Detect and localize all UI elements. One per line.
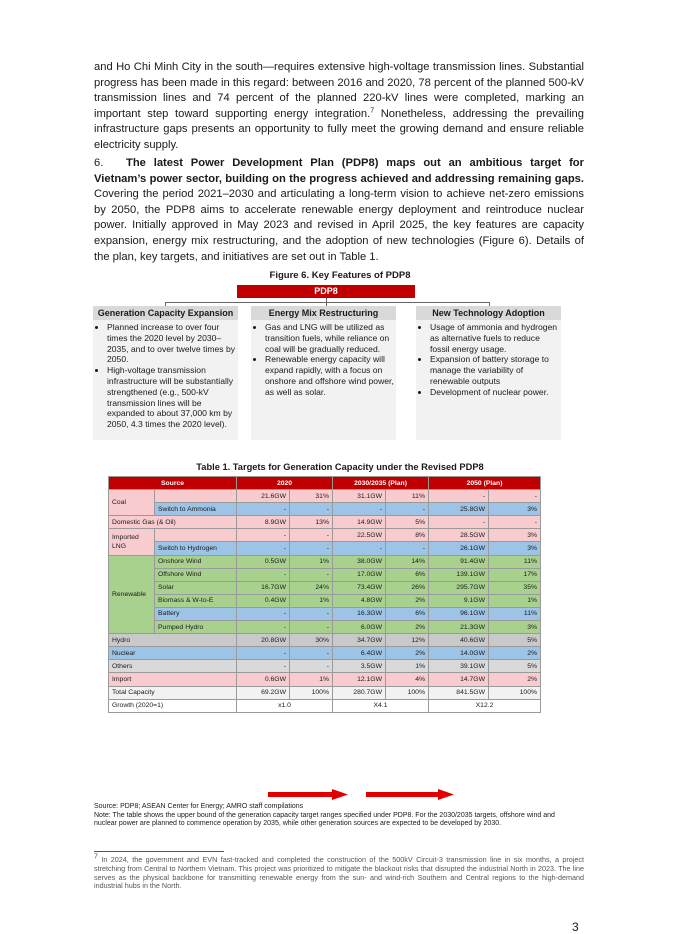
cell: 38.0GW	[333, 555, 386, 568]
cell: 14.0GW	[429, 647, 489, 660]
footnote-ref-7[interactable]: 7	[370, 107, 375, 115]
p1-tail: Nonetheless, addressing the prevailing infrastructure gaps presents an opportunity to fully meet the growing demand and ensure reliable electricity supply.	[94, 107, 584, 151]
cell: 2%	[386, 621, 429, 634]
column-heading: Generation Capacity Expansion	[93, 306, 238, 320]
cell: 14.9GW	[333, 516, 386, 529]
cell: 21.6GW	[237, 490, 290, 503]
figure-root-box: PDP8	[237, 285, 415, 298]
p2-bold-lead: The latest Power Development Plan (PDP8) maps out an ambitious target for Vietnam’s power sector, building on the progress achieved and addressing remaining gaps.	[94, 157, 584, 185]
cell: 16.7GW	[237, 581, 290, 594]
group-label: Coal	[109, 490, 155, 516]
bullet-item: • Usage of ammonia and hydrogen as alternative fuels to reduce fossil energy usage.	[430, 322, 561, 354]
cell: 1%	[290, 673, 333, 686]
growth-arrow-icon	[366, 789, 454, 800]
figure-column-capacity	[93, 306, 238, 440]
footnote-divider	[94, 851, 224, 852]
row-label: Biomass & W-to-E	[155, 594, 237, 607]
cell: -	[489, 490, 541, 503]
row-label: Growth (2020=1)	[109, 699, 237, 712]
cell: 0.4GW	[237, 594, 290, 607]
cell: 6%	[386, 568, 429, 581]
cell: -	[237, 529, 290, 542]
cell: 91.4GW	[429, 555, 489, 568]
paragraph-5-continued	[94, 60, 584, 154]
cell: -	[290, 503, 333, 516]
cell: 8%	[386, 529, 429, 542]
bullet-item: • Renewable energy capacity will expand rapidly, with a focus on onshore and offshore wind power, as well as solar.	[265, 354, 396, 397]
cell: -	[386, 542, 429, 555]
header-2050: 2050 (Plan)	[429, 477, 541, 490]
cell: 6.0GW	[333, 621, 386, 634]
cell: -	[290, 607, 333, 620]
cell: -	[290, 621, 333, 634]
cell: 100%	[489, 686, 541, 699]
bullet-item: • Expansion of battery storage to manage the variability of renewable outputs	[430, 354, 561, 386]
cell: -	[237, 660, 290, 673]
figure-title: Figure 6. Key Features of PDP8	[269, 270, 411, 281]
cell: -	[489, 516, 541, 529]
cell: -	[333, 503, 386, 516]
figure-column-technology	[416, 306, 561, 440]
table-row	[109, 647, 541, 660]
table-row-growth	[109, 699, 541, 712]
table-row	[109, 555, 541, 568]
header-2030: 2030/2035 (Plan)	[333, 477, 429, 490]
cell: 73.4GW	[333, 581, 386, 594]
cell: 96.1GW	[429, 607, 489, 620]
page-number: 3	[572, 920, 579, 934]
footnote	[94, 853, 584, 891]
cell: -	[237, 607, 290, 620]
cell: 20.8GW	[237, 634, 290, 647]
row-label: Battery	[155, 607, 237, 620]
table-row-total	[109, 686, 541, 699]
paragraph-number: 6.	[94, 157, 104, 169]
cell: 2%	[489, 673, 541, 686]
row-label: Onshore Wind	[155, 555, 237, 568]
cell: 139.1GW	[429, 568, 489, 581]
p2-text: Covering the period 2021–2030 and articulating a long-term vision to achieve net-zero emissions by 2050, the PDP8 aims to accelerate renewable energy deployment and reintroduce nuclear power. Initially approved in May 2023 and revised in April 2025, the key features are capacity expansion, energy mix restructuring, and the adoption of new technologies (Figure 6). Details of the plan, key targets, and initiatives are set out in Table 1.	[94, 188, 584, 263]
row-label: Nuclear	[109, 647, 237, 660]
cell: 17.0GW	[333, 568, 386, 581]
cell: 69.2GW	[237, 686, 290, 699]
row-label: Switch to Ammonia	[155, 503, 237, 516]
table-row	[109, 529, 541, 542]
cell: 6.4GW	[333, 647, 386, 660]
cell: -	[429, 516, 489, 529]
header-source: Source	[109, 477, 237, 490]
cell: 280.7GW	[333, 686, 386, 699]
bullet-item: • High-voltage transmission infrastructure will be substantially strengthened (e.g., 500-kV transmission lines will be expanded to about 37,000 km by 2050, 4.3 times the 2020 level).	[107, 365, 238, 430]
table-row	[109, 568, 541, 581]
table-header-row	[109, 477, 541, 490]
table-row	[109, 581, 541, 594]
cell: 40.6GW	[429, 634, 489, 647]
cell: 295.7GW	[429, 581, 489, 594]
cell: 1%	[489, 594, 541, 607]
cell: 2%	[386, 647, 429, 660]
cell: 2%	[386, 594, 429, 607]
bullet-item: • Planned increase to over four times the 2020 level by 2030–2035, and to over twelve times by 2050.	[107, 322, 238, 365]
cell: 2%	[489, 647, 541, 660]
row-label: Hydro	[109, 634, 237, 647]
header-2020: 2020	[237, 477, 333, 490]
cell: 35%	[489, 581, 541, 594]
cell: 1%	[386, 660, 429, 673]
cell: 26.1GW	[429, 542, 489, 555]
generation-capacity-table	[108, 476, 541, 713]
cell: 12%	[386, 634, 429, 647]
row-label: Solar	[155, 581, 237, 594]
table-row	[109, 542, 541, 555]
row-label	[155, 529, 237, 542]
cell: 0.6GW	[237, 673, 290, 686]
cell: 16.3GW	[333, 607, 386, 620]
row-label: Import	[109, 673, 237, 686]
bullet-list	[416, 322, 561, 398]
cell: 4%	[386, 673, 429, 686]
cell: 11%	[386, 490, 429, 503]
cell: -	[290, 542, 333, 555]
row-label: Domestic Gas (& Oil)	[109, 516, 237, 529]
table-note: Note: The table shows the upper bound of the generation capacity target ranges specified under PDP8. For the 2030/2035 targets, offshore wind and nuclear power are planned to commence operation by 2035, while other generation sources are expected to be developed by 2030.	[94, 811, 555, 828]
cell: 11%	[489, 555, 541, 568]
table-row	[109, 673, 541, 686]
growth-cell: X12.2	[429, 699, 541, 712]
bullet-list	[251, 322, 396, 398]
cell: 14%	[386, 555, 429, 568]
cell: 100%	[290, 686, 333, 699]
column-heading: Energy Mix Restructuring	[251, 306, 396, 320]
table-row	[109, 594, 541, 607]
p1-text: and Ho Chi Minh City in the south—requires extensive high-voltage transmission lines. Substantial progress has been made in this regard: between 2016 and 2020, 78 percent of the planned 500-kV transmission lines and 74 percent of the planned 220-kV lines were completed, marking an important step toward supporting energy integration.	[94, 61, 584, 120]
cell: -	[429, 490, 489, 503]
footnote-text: In 2024, the government and EVN fast-tracked and completed the construction of the 500kV Circuit-3 transmission line in six months, a project stretching from Central to Northern Vietnam. This project was prioritized to mitigate the blackout risks that disrupted the industrial North in 2023. The line serves as the physical backbone for transmitting renewable energy from the sun- and wind-rich Southern and Central regions to the high-demand industrial hubs in the North.	[94, 855, 584, 891]
growth-arrow-icon	[268, 789, 348, 800]
cell: 9.1GW	[429, 594, 489, 607]
cell: 6%	[386, 607, 429, 620]
figure-column-energy-mix	[251, 306, 396, 440]
cell: -	[237, 568, 290, 581]
cell: -	[290, 660, 333, 673]
cell: 5%	[386, 516, 429, 529]
cell: -	[290, 568, 333, 581]
paragraph-6	[94, 156, 584, 265]
cell: 25.8GW	[429, 503, 489, 516]
cell: 3%	[489, 529, 541, 542]
cell: -	[386, 503, 429, 516]
cell: 11%	[489, 607, 541, 620]
cell: 5%	[489, 634, 541, 647]
table-row	[109, 660, 541, 673]
cell: 26%	[386, 581, 429, 594]
cell: -	[237, 621, 290, 634]
cell: 100%	[386, 686, 429, 699]
group-label: Renewable	[109, 555, 155, 634]
cell: -	[237, 503, 290, 516]
cell: 0.5GW	[237, 555, 290, 568]
table-row	[109, 607, 541, 620]
table-title: Table 1. Targets for Generation Capacity under the Revised PDP8	[196, 462, 484, 472]
table-row	[109, 503, 541, 516]
row-label: Switch to Hydrogen	[155, 542, 237, 555]
cell: 4.8GW	[333, 594, 386, 607]
cell: -	[290, 529, 333, 542]
cell: 21.3GW	[429, 621, 489, 634]
table-row	[109, 621, 541, 634]
bullet-item: • Gas and LNG will be utilized as transition fuels, while reliance on coal will be gradually reduced.	[265, 322, 396, 354]
cell: -	[290, 647, 333, 660]
cell: 14.7GW	[429, 673, 489, 686]
growth-cell: X4.1	[333, 699, 429, 712]
column-heading: New Technology Adoption	[416, 306, 561, 320]
table-row	[109, 490, 541, 503]
cell: 3.5GW	[333, 660, 386, 673]
table-source-note	[94, 803, 574, 829]
cell: 24%	[290, 581, 333, 594]
cell: 39.1GW	[429, 660, 489, 673]
bullet-item: • Development of nuclear power.	[430, 387, 561, 398]
cell: 34.7GW	[333, 634, 386, 647]
cell: 17%	[489, 568, 541, 581]
row-label: Others	[109, 660, 237, 673]
cell: 3%	[489, 542, 541, 555]
cell: 12.1GW	[333, 673, 386, 686]
row-label	[155, 490, 237, 503]
cell: 3%	[489, 621, 541, 634]
cell: 841.5GW	[429, 686, 489, 699]
table-source: Source: PDP8; ASEAN Center for Energy; AMRO staff compilations	[94, 803, 304, 810]
group-label: Imported LNG	[109, 529, 155, 555]
row-label: Total Capacity	[109, 686, 237, 699]
cell: 1%	[290, 594, 333, 607]
footnote-mark: 7	[94, 853, 98, 861]
cell: 1%	[290, 555, 333, 568]
cell: 31.1GW	[333, 490, 386, 503]
cell: 8.9GW	[237, 516, 290, 529]
cell: -	[237, 542, 290, 555]
row-label: Offshore Wind	[155, 568, 237, 581]
connector-bar	[165, 302, 489, 303]
table-row	[109, 634, 541, 647]
cell: 31%	[290, 490, 333, 503]
cell: -	[333, 542, 386, 555]
cell: 5%	[489, 660, 541, 673]
cell: -	[237, 647, 290, 660]
cell: 28.5GW	[429, 529, 489, 542]
bullet-list	[93, 322, 238, 430]
table-row	[109, 516, 541, 529]
row-label: Pumped Hydro	[155, 621, 237, 634]
cell: 30%	[290, 634, 333, 647]
cell: 13%	[290, 516, 333, 529]
cell: 3%	[489, 503, 541, 516]
cell: 22.5GW	[333, 529, 386, 542]
growth-cell: x1.0	[237, 699, 333, 712]
